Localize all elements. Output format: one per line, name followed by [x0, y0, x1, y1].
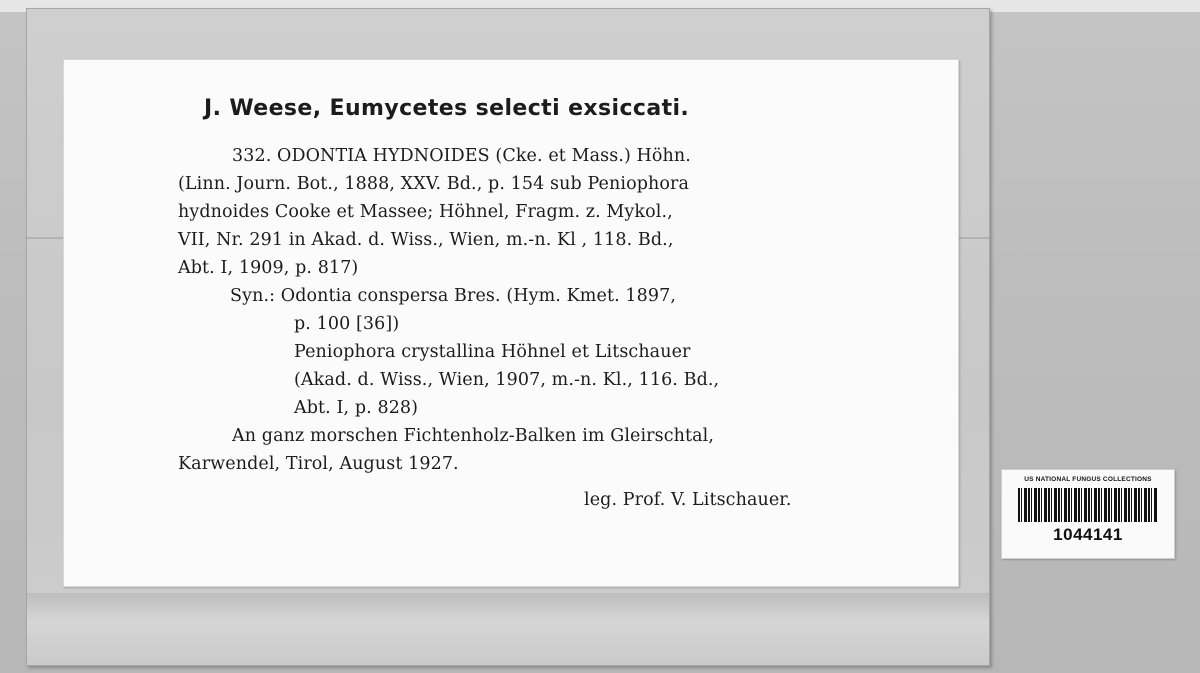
label-line: p. 100 [36]): [294, 314, 400, 334]
label-line: Karwendel, Tirol, August 1927.: [178, 454, 459, 474]
label-line: (Linn. Journ. Bot., 1888, XXV. Bd., p. 154 sub Peniophora: [178, 174, 690, 194]
label-line: 332. ODONTIA HYDNOIDES (Cke. et Mass.) Höhn.: [232, 146, 691, 166]
label-line: Peniophora crystallina Höhnel et Litschauer: [294, 342, 691, 362]
label-line: leg. Prof. V. Litschauer.: [584, 490, 792, 510]
barcode-header: US NATIONAL FUNGUS COLLECTIONS: [1024, 476, 1152, 483]
label-line: VII, Nr. 291 in Akad. d. Wiss., Wien, m.-n. Kl , 118. Bd.,: [178, 230, 674, 250]
label-line: hydnoides Cooke et Massee; Höhnel, Fragm. z. Mykol.,: [178, 202, 673, 222]
label-line: An ganz morschen Fichtenholz-Balken im Gleirschtal,: [232, 426, 715, 446]
barcode-number: 1044141: [1053, 525, 1123, 544]
label-line: (Akad. d. Wiss., Wien, 1907, m.-n. Kl., 116. Bd.,: [294, 370, 720, 390]
label-line: Abt. I, 1909, p. 817): [178, 258, 359, 278]
label-line: Syn.: Odontia conspersa Bres. (Hym. Kmet. 1897,: [230, 286, 677, 306]
label-line: Abt. I, p. 828): [294, 398, 419, 418]
exsiccata-label: [63, 59, 959, 587]
label-heading: J. Weese, Eumycetes selecti exsiccati.: [204, 96, 690, 121]
barcode-icon: [1018, 488, 1158, 522]
barcode-label: [1001, 469, 1175, 559]
specimen-packet: [26, 8, 990, 666]
packet-bottom-flap: [27, 593, 989, 665]
